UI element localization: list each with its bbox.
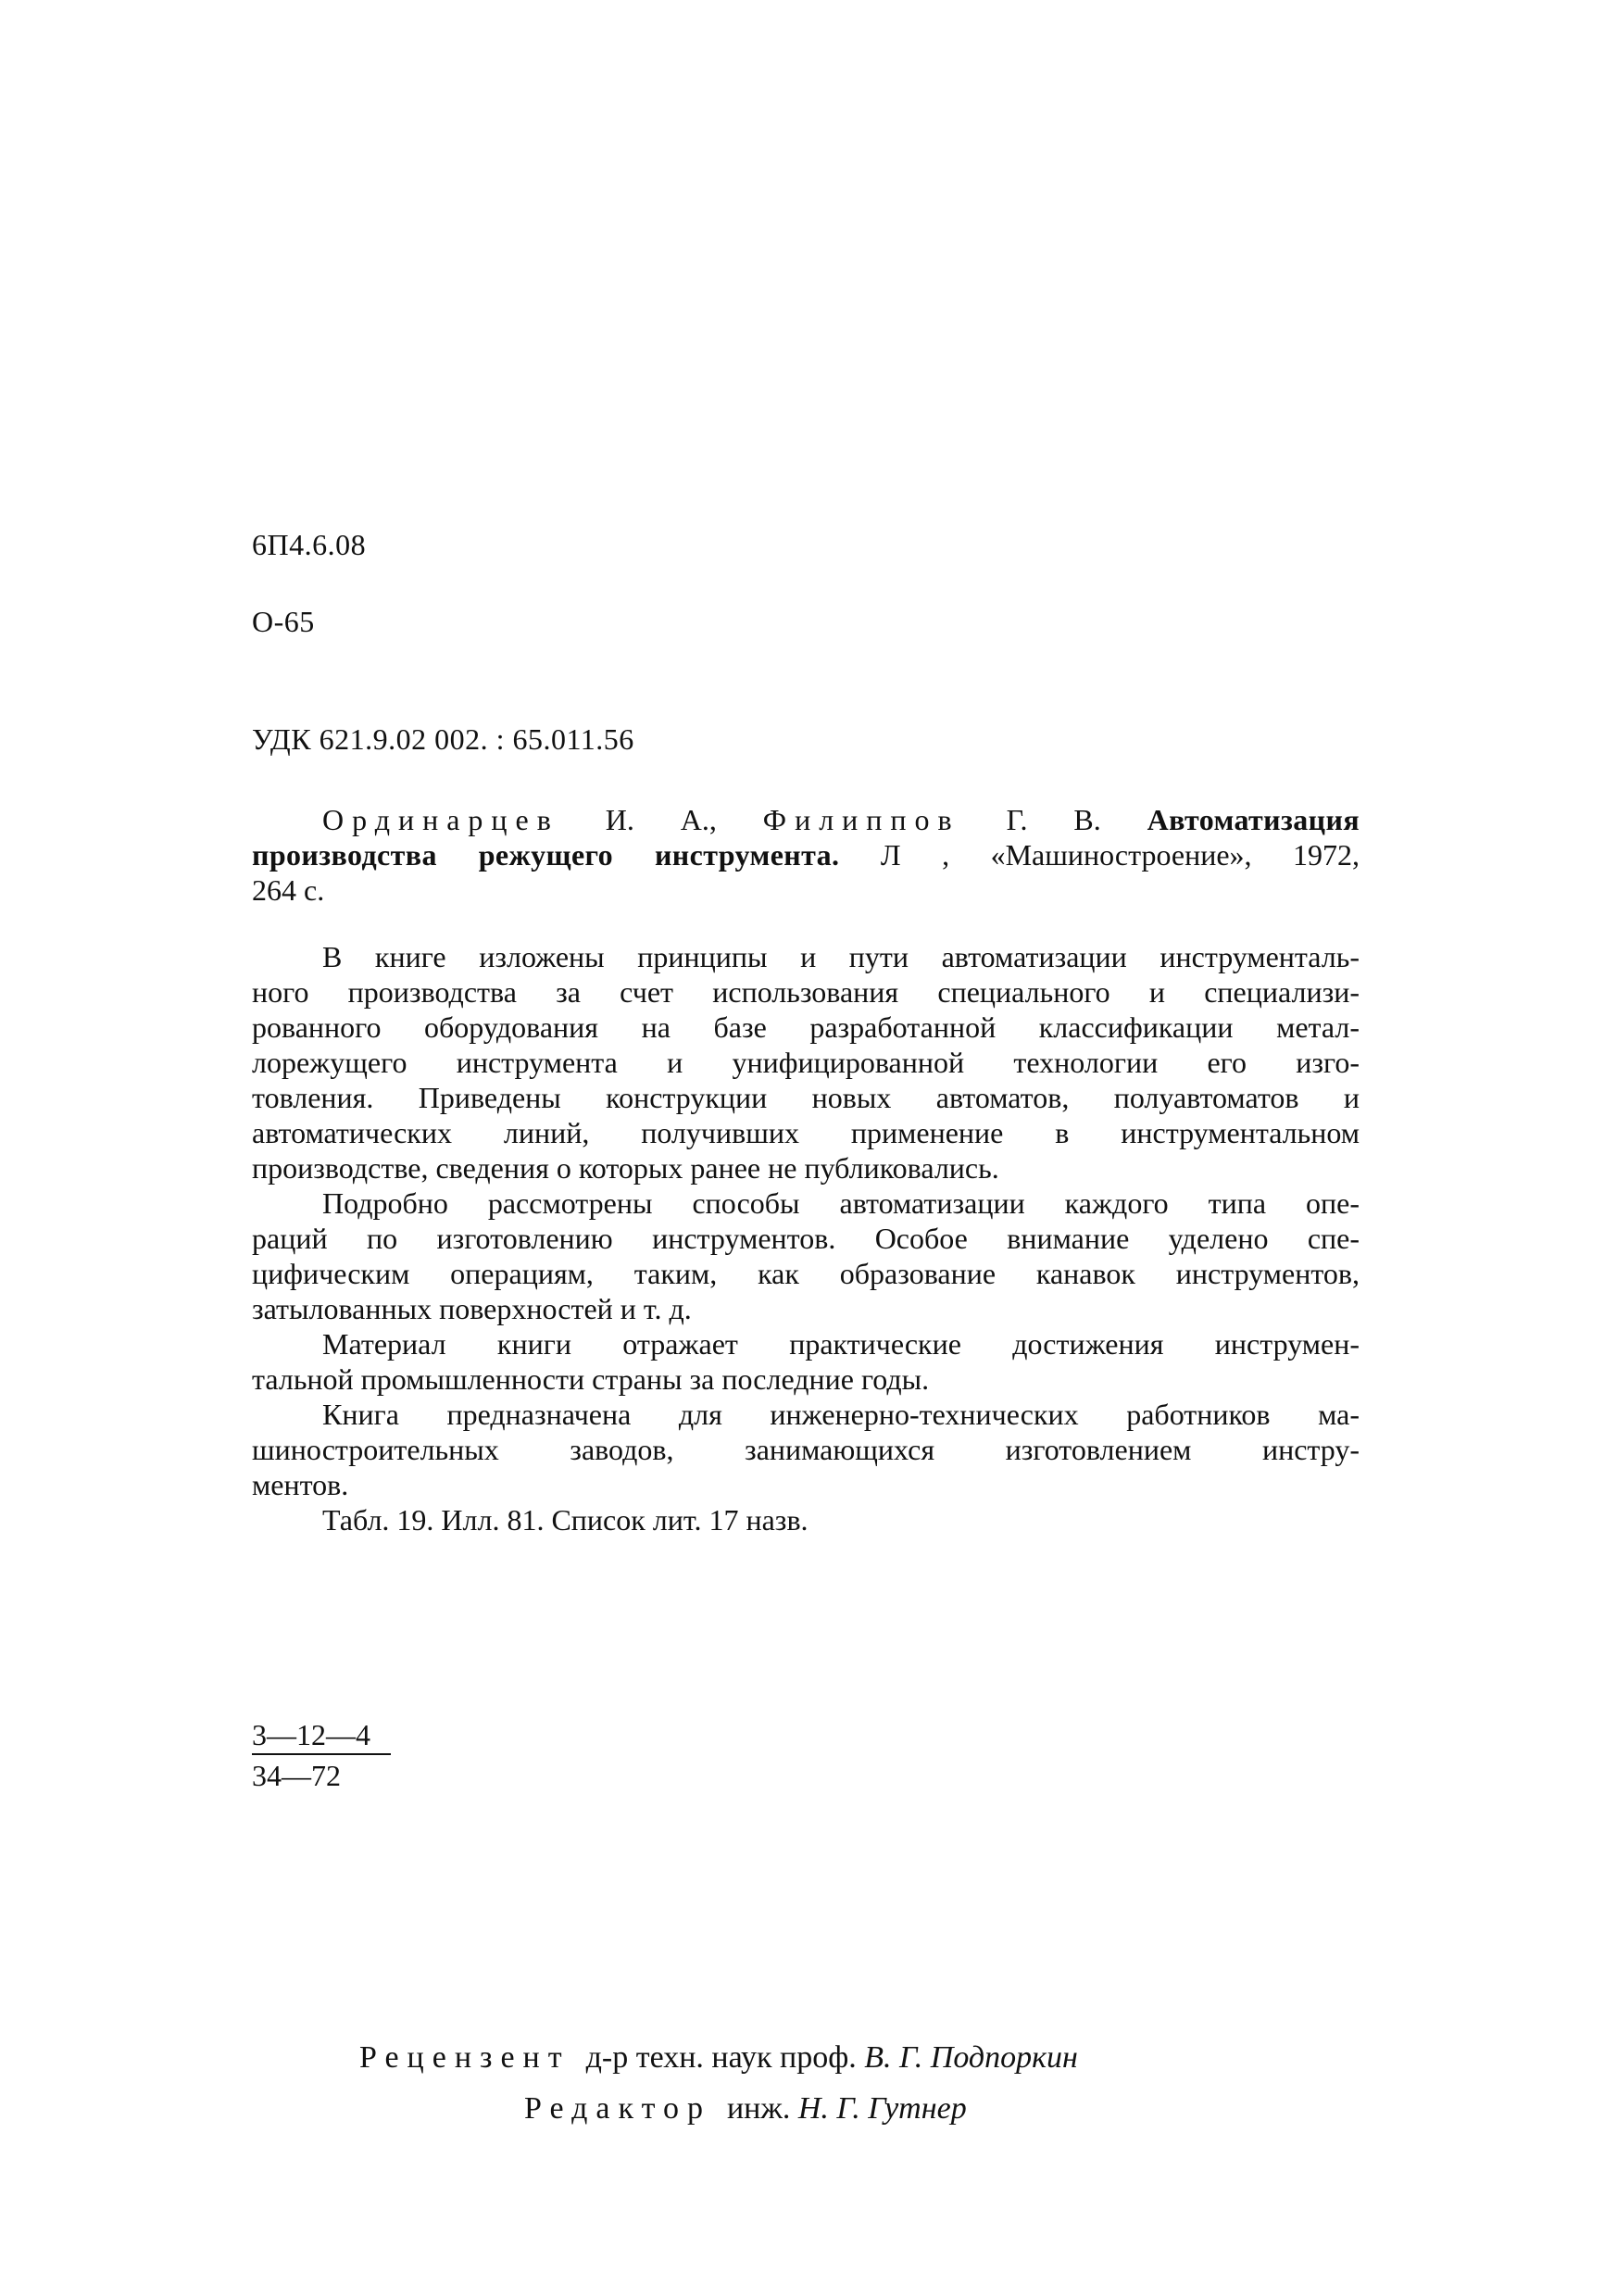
publisher: Л , «Машиностроение», 1972, [880, 838, 1360, 872]
abstract-p4-line: Книга предназначена для инженерно-технических работников ма- [322, 1398, 1360, 1431]
abstract-p3-line: тальной промышленности страны за последние годы. [252, 1362, 930, 1396]
pages-count: 264 с. [252, 873, 325, 907]
abstract-p1-line: товления. Приведены конструкции новых автоматов, полуавтоматов и [252, 1081, 1360, 1114]
abstract-p2-line: цифическим операциям, таким, как образование канавок инструментов, [252, 1257, 1360, 1290]
citation [252, 802, 1360, 908]
abstract-p1-line: лорежущего инструмента и унифицированной технологии его изго- [252, 1046, 1360, 1079]
abstract-p3-line: Материал книги отражает практические достижения инструмен- [322, 1327, 1360, 1361]
abstract-p1-line: В книге изложены принципы и пути автоматизации инструменталь- [322, 940, 1360, 973]
citation-line-1 [252, 802, 1360, 837]
editor-label: Редактор [524, 2091, 711, 2126]
abstract-p1-line: ного производства за счет использования специального и специализи- [252, 975, 1360, 1009]
publication-code-numerator: 3—12—4 [252, 1718, 391, 1755]
citation-line-2 [252, 837, 1360, 872]
editor-name: Н. Г. Гутнер [797, 2091, 967, 2126]
abstract-p2-line: затылованных поверхностей и т. д. [252, 1292, 692, 1325]
reviewer-name: В. Г. Подпоркин [864, 2040, 1078, 2075]
reviewer-label: Рецензент [359, 2040, 570, 2075]
author-2-initials: Г. В. [1006, 803, 1101, 836]
abstract-p2-line: Подробно рассмотрены способы автоматизации каждого типа опе- [322, 1186, 1360, 1220]
abstract-p1-line: автоматических линий, получивших применение в инструментальном [252, 1116, 1360, 1149]
reviewer-text: д-р техн. наук проф. [585, 2040, 857, 2075]
author-1: Ординарцев [322, 803, 559, 836]
bbk-code: 6П4.6.08 [252, 528, 367, 561]
abstract-p2-line: раций по изготовлению инструментов. Особое внимание уделено спе- [252, 1222, 1360, 1255]
editor-text: инж. [726, 2091, 791, 2126]
abstract-p4-line: ментов. [252, 1468, 349, 1501]
abstract-stats: Табл. 19. Илл. 81. Список лит. 17 назв. [322, 1503, 808, 1537]
author-2: Филиппов [762, 803, 960, 836]
abstract-p1-line: рованного оборудования на базе разработанной классификации метал- [252, 1010, 1360, 1044]
author-mark: О-65 [252, 605, 315, 638]
publication-code [252, 1718, 391, 1792]
title-start: Автоматизация [1147, 803, 1360, 836]
publication-code-denominator: 34—72 [252, 1759, 341, 1792]
reviewer-credit [359, 2040, 1078, 2076]
title-cont: производства режущего инструмента. [252, 838, 840, 872]
author-1-initials: И. А., [605, 803, 717, 836]
abstract-p4-line: шиностроительных заводов, занимающихся изготовлением инстру- [252, 1433, 1360, 1466]
udk-code: УДК 621.9.02 002. : 65.011.56 [252, 722, 634, 756]
abstract [252, 939, 1360, 1537]
abstract-p1-line: производстве, сведения о которых ранее не публиковались. [252, 1151, 999, 1185]
editor-credit [524, 2091, 967, 2127]
